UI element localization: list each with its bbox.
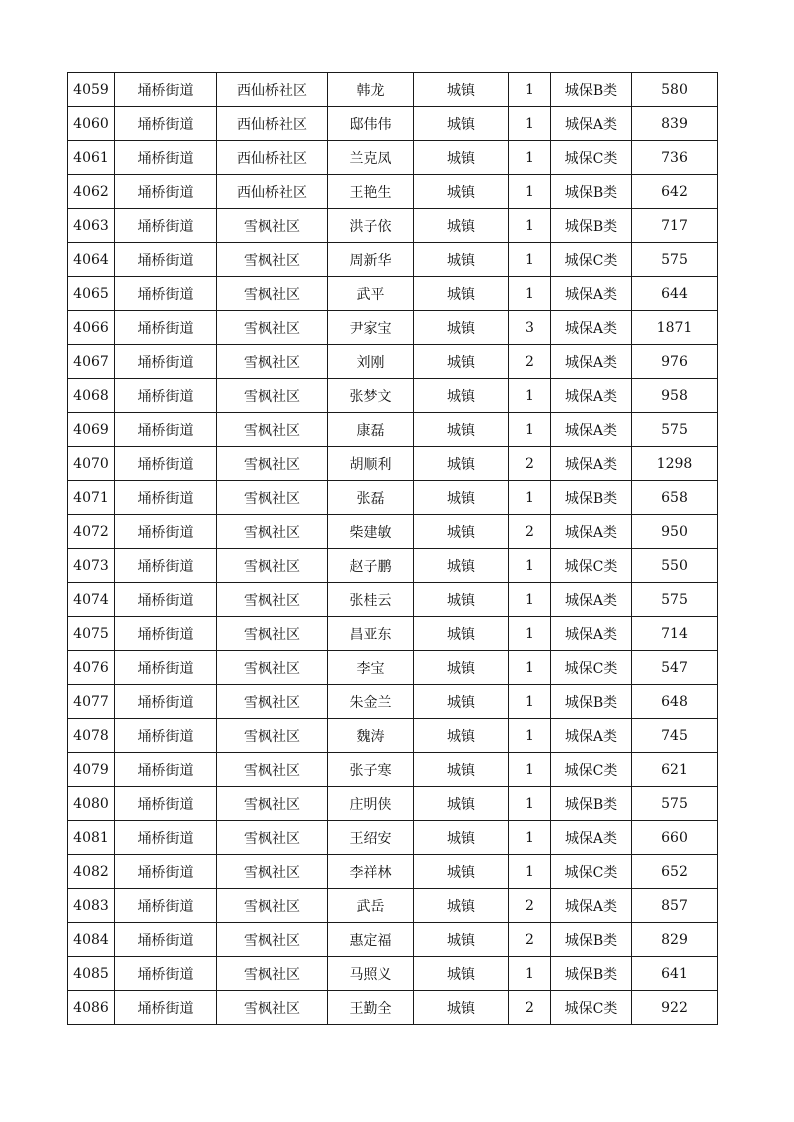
name-cell: 武岳 — [328, 889, 414, 923]
people-count-cell: 1 — [509, 107, 551, 141]
household-type-cell: 城镇 — [414, 515, 509, 549]
row-number-cell: 4079 — [68, 753, 115, 787]
community-cell: 雪枫社区 — [217, 957, 328, 991]
amount-cell: 580 — [632, 73, 718, 107]
street-cell: 埇桥街道 — [115, 855, 217, 889]
category-cell: 城保B类 — [551, 787, 632, 821]
category-cell: 城保A类 — [551, 311, 632, 345]
household-type-cell: 城镇 — [414, 73, 509, 107]
household-type-cell: 城镇 — [414, 787, 509, 821]
people-count-cell: 1 — [509, 209, 551, 243]
people-count-cell: 1 — [509, 413, 551, 447]
category-cell: 城保C类 — [551, 549, 632, 583]
street-cell: 埇桥街道 — [115, 243, 217, 277]
name-cell: 柴建敏 — [328, 515, 414, 549]
name-cell: 魏涛 — [328, 719, 414, 753]
table-row — [68, 923, 718, 957]
row-number-cell: 4085 — [68, 957, 115, 991]
amount-cell: 575 — [632, 787, 718, 821]
category-cell: 城保B类 — [551, 685, 632, 719]
street-cell: 埇桥街道 — [115, 923, 217, 957]
name-cell: 胡顺利 — [328, 447, 414, 481]
household-type-cell: 城镇 — [414, 889, 509, 923]
category-cell: 城保A类 — [551, 413, 632, 447]
table-row — [68, 685, 718, 719]
street-cell: 埇桥街道 — [115, 889, 217, 923]
name-cell: 张子寒 — [328, 753, 414, 787]
street-cell: 埇桥街道 — [115, 413, 217, 447]
household-type-cell: 城镇 — [414, 583, 509, 617]
community-cell: 雪枫社区 — [217, 617, 328, 651]
people-count-cell: 1 — [509, 821, 551, 855]
street-cell: 埇桥街道 — [115, 277, 217, 311]
category-cell: 城保C类 — [551, 141, 632, 175]
household-type-cell: 城镇 — [414, 141, 509, 175]
table-row — [68, 515, 718, 549]
household-type-cell: 城镇 — [414, 413, 509, 447]
people-count-cell: 2 — [509, 515, 551, 549]
street-cell: 埇桥街道 — [115, 481, 217, 515]
name-cell: 赵子鹏 — [328, 549, 414, 583]
people-count-cell: 2 — [509, 447, 551, 481]
row-number-cell: 4070 — [68, 447, 115, 481]
household-type-cell: 城镇 — [414, 549, 509, 583]
category-cell: 城保B类 — [551, 923, 632, 957]
household-type-cell: 城镇 — [414, 991, 509, 1025]
name-cell: 昌亚东 — [328, 617, 414, 651]
household-type-cell: 城镇 — [414, 481, 509, 515]
street-cell: 埇桥街道 — [115, 379, 217, 413]
household-type-cell: 城镇 — [414, 855, 509, 889]
community-cell: 雪枫社区 — [217, 379, 328, 413]
name-cell: 王艳生 — [328, 175, 414, 209]
household-type-cell: 城镇 — [414, 311, 509, 345]
amount-cell: 575 — [632, 413, 718, 447]
street-cell: 埇桥街道 — [115, 175, 217, 209]
name-cell: 武平 — [328, 277, 414, 311]
street-cell: 埇桥街道 — [115, 719, 217, 753]
name-cell: 张桂云 — [328, 583, 414, 617]
row-number-cell: 4084 — [68, 923, 115, 957]
street-cell: 埇桥街道 — [115, 345, 217, 379]
name-cell: 王绍安 — [328, 821, 414, 855]
people-count-cell: 2 — [509, 991, 551, 1025]
amount-cell: 736 — [632, 141, 718, 175]
household-type-cell: 城镇 — [414, 175, 509, 209]
community-cell: 雪枫社区 — [217, 651, 328, 685]
table-row — [68, 787, 718, 821]
people-count-cell: 1 — [509, 379, 551, 413]
category-cell: 城保A类 — [551, 821, 632, 855]
table-row — [68, 413, 718, 447]
name-cell: 李祥林 — [328, 855, 414, 889]
household-type-cell: 城镇 — [414, 651, 509, 685]
community-cell: 雪枫社区 — [217, 413, 328, 447]
name-cell: 惠定福 — [328, 923, 414, 957]
people-count-cell: 1 — [509, 73, 551, 107]
row-number-cell: 4077 — [68, 685, 115, 719]
community-cell: 西仙桥社区 — [217, 73, 328, 107]
row-number-cell: 4081 — [68, 821, 115, 855]
street-cell: 埇桥街道 — [115, 617, 217, 651]
category-cell: 城保C类 — [551, 855, 632, 889]
community-cell: 雪枫社区 — [217, 515, 328, 549]
category-cell: 城保B类 — [551, 957, 632, 991]
community-cell: 雪枫社区 — [217, 311, 328, 345]
household-type-cell: 城镇 — [414, 379, 509, 413]
amount-cell: 745 — [632, 719, 718, 753]
street-cell: 埇桥街道 — [115, 583, 217, 617]
row-number-cell: 4065 — [68, 277, 115, 311]
category-cell: 城保A类 — [551, 345, 632, 379]
table-row — [68, 855, 718, 889]
household-type-cell: 城镇 — [414, 821, 509, 855]
table-row — [68, 379, 718, 413]
table-row — [68, 345, 718, 379]
amount-cell: 829 — [632, 923, 718, 957]
people-count-cell: 1 — [509, 957, 551, 991]
name-cell: 马照义 — [328, 957, 414, 991]
roster-table — [67, 72, 718, 1025]
row-number-cell: 4068 — [68, 379, 115, 413]
roster-body — [68, 73, 718, 1025]
community-cell: 西仙桥社区 — [217, 141, 328, 175]
amount-cell: 658 — [632, 481, 718, 515]
people-count-cell: 2 — [509, 889, 551, 923]
amount-cell: 1871 — [632, 311, 718, 345]
table-row — [68, 209, 718, 243]
people-count-cell: 1 — [509, 549, 551, 583]
people-count-cell: 1 — [509, 481, 551, 515]
household-type-cell: 城镇 — [414, 277, 509, 311]
street-cell: 埇桥街道 — [115, 209, 217, 243]
row-number-cell: 4074 — [68, 583, 115, 617]
row-number-cell: 4083 — [68, 889, 115, 923]
row-number-cell: 4061 — [68, 141, 115, 175]
name-cell: 尹家宝 — [328, 311, 414, 345]
community-cell: 雪枫社区 — [217, 345, 328, 379]
street-cell: 埇桥街道 — [115, 107, 217, 141]
amount-cell: 547 — [632, 651, 718, 685]
table-row — [68, 617, 718, 651]
table-row — [68, 107, 718, 141]
category-cell: 城保A类 — [551, 515, 632, 549]
table-row — [68, 753, 718, 787]
community-cell: 雪枫社区 — [217, 753, 328, 787]
name-cell: 张梦文 — [328, 379, 414, 413]
table-row — [68, 549, 718, 583]
people-count-cell: 3 — [509, 311, 551, 345]
row-number-cell: 4071 — [68, 481, 115, 515]
name-cell: 王勤全 — [328, 991, 414, 1025]
table-row — [68, 447, 718, 481]
category-cell: 城保A类 — [551, 889, 632, 923]
category-cell: 城保A类 — [551, 379, 632, 413]
amount-cell: 958 — [632, 379, 718, 413]
row-number-cell: 4072 — [68, 515, 115, 549]
household-type-cell: 城镇 — [414, 243, 509, 277]
table-row — [68, 991, 718, 1025]
amount-cell: 644 — [632, 277, 718, 311]
people-count-cell: 1 — [509, 583, 551, 617]
household-type-cell: 城镇 — [414, 345, 509, 379]
table-row — [68, 73, 718, 107]
category-cell: 城保C类 — [551, 753, 632, 787]
people-count-cell: 1 — [509, 787, 551, 821]
amount-cell: 1298 — [632, 447, 718, 481]
people-count-cell: 1 — [509, 175, 551, 209]
street-cell: 埇桥街道 — [115, 753, 217, 787]
table-row — [68, 481, 718, 515]
household-type-cell: 城镇 — [414, 719, 509, 753]
name-cell: 庄明侠 — [328, 787, 414, 821]
people-count-cell: 1 — [509, 141, 551, 175]
row-number-cell: 4066 — [68, 311, 115, 345]
category-cell: 城保A类 — [551, 583, 632, 617]
household-type-cell: 城镇 — [414, 685, 509, 719]
street-cell: 埇桥街道 — [115, 549, 217, 583]
name-cell: 刘刚 — [328, 345, 414, 379]
row-number-cell: 4059 — [68, 73, 115, 107]
amount-cell: 717 — [632, 209, 718, 243]
street-cell: 埇桥街道 — [115, 991, 217, 1025]
amount-cell: 575 — [632, 243, 718, 277]
row-number-cell: 4082 — [68, 855, 115, 889]
name-cell: 康磊 — [328, 413, 414, 447]
people-count-cell: 1 — [509, 617, 551, 651]
amount-cell: 839 — [632, 107, 718, 141]
amount-cell: 621 — [632, 753, 718, 787]
category-cell: 城保C类 — [551, 651, 632, 685]
street-cell: 埇桥街道 — [115, 651, 217, 685]
community-cell: 雪枫社区 — [217, 787, 328, 821]
amount-cell: 660 — [632, 821, 718, 855]
people-count-cell: 1 — [509, 685, 551, 719]
category-cell: 城保A类 — [551, 107, 632, 141]
category-cell: 城保B类 — [551, 481, 632, 515]
category-cell: 城保C类 — [551, 991, 632, 1025]
row-number-cell: 4064 — [68, 243, 115, 277]
amount-cell: 922 — [632, 991, 718, 1025]
people-count-cell: 2 — [509, 345, 551, 379]
table-row — [68, 243, 718, 277]
name-cell: 邸伟伟 — [328, 107, 414, 141]
table-row — [68, 175, 718, 209]
row-number-cell: 4063 — [68, 209, 115, 243]
amount-cell: 857 — [632, 889, 718, 923]
category-cell: 城保A类 — [551, 447, 632, 481]
street-cell: 埇桥街道 — [115, 821, 217, 855]
community-cell: 雪枫社区 — [217, 243, 328, 277]
community-cell: 雪枫社区 — [217, 277, 328, 311]
street-cell: 埇桥街道 — [115, 311, 217, 345]
people-count-cell: 1 — [509, 243, 551, 277]
community-cell: 西仙桥社区 — [217, 107, 328, 141]
street-cell: 埇桥街道 — [115, 685, 217, 719]
row-number-cell: 4069 — [68, 413, 115, 447]
table-row — [68, 277, 718, 311]
community-cell: 雪枫社区 — [217, 481, 328, 515]
amount-cell: 950 — [632, 515, 718, 549]
table-row — [68, 889, 718, 923]
community-cell: 雪枫社区 — [217, 923, 328, 957]
category-cell: 城保A类 — [551, 277, 632, 311]
people-count-cell: 1 — [509, 855, 551, 889]
row-number-cell: 4078 — [68, 719, 115, 753]
category-cell: 城保B类 — [551, 209, 632, 243]
household-type-cell: 城镇 — [414, 923, 509, 957]
community-cell: 雪枫社区 — [217, 549, 328, 583]
people-count-cell: 1 — [509, 651, 551, 685]
table-row — [68, 583, 718, 617]
amount-cell: 642 — [632, 175, 718, 209]
name-cell: 兰克凤 — [328, 141, 414, 175]
community-cell: 雪枫社区 — [217, 821, 328, 855]
table-row — [68, 957, 718, 991]
name-cell: 洪子依 — [328, 209, 414, 243]
street-cell: 埇桥街道 — [115, 141, 217, 175]
people-count-cell: 1 — [509, 719, 551, 753]
row-number-cell: 4080 — [68, 787, 115, 821]
community-cell: 雪枫社区 — [217, 855, 328, 889]
row-number-cell: 4073 — [68, 549, 115, 583]
street-cell: 埇桥街道 — [115, 447, 217, 481]
community-cell: 雪枫社区 — [217, 583, 328, 617]
street-cell: 埇桥街道 — [115, 787, 217, 821]
street-cell: 埇桥街道 — [115, 515, 217, 549]
household-type-cell: 城镇 — [414, 617, 509, 651]
community-cell: 雪枫社区 — [217, 719, 328, 753]
community-cell: 雪枫社区 — [217, 209, 328, 243]
community-cell: 雪枫社区 — [217, 889, 328, 923]
table-row — [68, 141, 718, 175]
row-number-cell: 4060 — [68, 107, 115, 141]
community-cell: 雪枫社区 — [217, 991, 328, 1025]
household-type-cell: 城镇 — [414, 447, 509, 481]
name-cell: 李宝 — [328, 651, 414, 685]
community-cell: 西仙桥社区 — [217, 175, 328, 209]
amount-cell: 575 — [632, 583, 718, 617]
household-type-cell: 城镇 — [414, 107, 509, 141]
street-cell: 埇桥街道 — [115, 957, 217, 991]
people-count-cell: 1 — [509, 277, 551, 311]
community-cell: 雪枫社区 — [217, 447, 328, 481]
row-number-cell: 4076 — [68, 651, 115, 685]
row-number-cell: 4086 — [68, 991, 115, 1025]
row-number-cell: 4062 — [68, 175, 115, 209]
amount-cell: 714 — [632, 617, 718, 651]
people-count-cell: 2 — [509, 923, 551, 957]
household-type-cell: 城镇 — [414, 209, 509, 243]
table-row — [68, 651, 718, 685]
name-cell: 周新华 — [328, 243, 414, 277]
amount-cell: 652 — [632, 855, 718, 889]
amount-cell: 550 — [632, 549, 718, 583]
category-cell: 城保B类 — [551, 175, 632, 209]
category-cell: 城保A类 — [551, 719, 632, 753]
household-type-cell: 城镇 — [414, 753, 509, 787]
category-cell: 城保B类 — [551, 73, 632, 107]
table-row — [68, 311, 718, 345]
name-cell: 张磊 — [328, 481, 414, 515]
name-cell: 朱金兰 — [328, 685, 414, 719]
name-cell: 韩龙 — [328, 73, 414, 107]
table-row — [68, 821, 718, 855]
people-count-cell: 1 — [509, 753, 551, 787]
amount-cell: 641 — [632, 957, 718, 991]
street-cell: 埇桥街道 — [115, 73, 217, 107]
row-number-cell: 4075 — [68, 617, 115, 651]
row-number-cell: 4067 — [68, 345, 115, 379]
amount-cell: 648 — [632, 685, 718, 719]
community-cell: 雪枫社区 — [217, 685, 328, 719]
category-cell: 城保C类 — [551, 243, 632, 277]
category-cell: 城保A类 — [551, 617, 632, 651]
amount-cell: 976 — [632, 345, 718, 379]
household-type-cell: 城镇 — [414, 957, 509, 991]
table-row — [68, 719, 718, 753]
